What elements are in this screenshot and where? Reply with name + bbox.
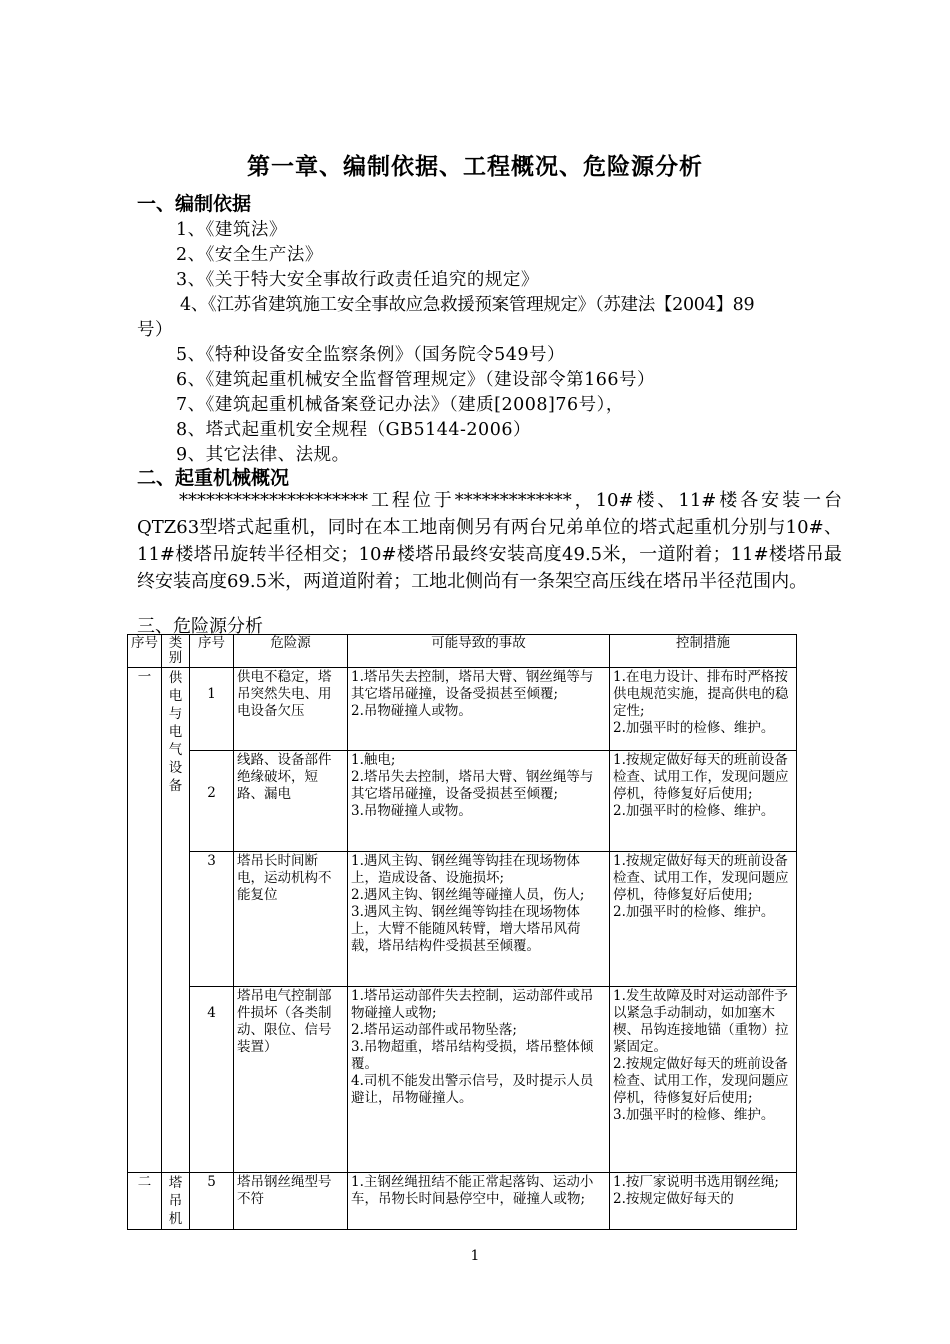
header-measures: 控制措施 <box>610 635 797 668</box>
measure-line: 3.加强平时的检修、维护。 <box>613 1107 775 1123</box>
hazard-cell: 塔吊长时间断电，运动机构不能复位 <box>234 852 348 987</box>
page-number: 1 <box>470 1248 480 1264</box>
measure-line: 2.加强平时的检修、维护。 <box>613 803 775 819</box>
chapter-title: 第一章、编制依据、工程概况、危险源分析 <box>247 153 703 180</box>
accident-line: 1.塔吊运动部件失去控制，运动部件或吊物碰撞人或物; <box>351 988 594 1021</box>
basis-item: 6、《建筑起重机械安全监督管理规定》（建设部令第166号） <box>176 370 656 390</box>
measures-cell <box>610 987 797 1173</box>
table-row <box>128 668 797 751</box>
basis-item: 5、《特种设备安全监察条例》（国务院令549号） <box>176 345 566 365</box>
measure-line: 2.按规定做好每天的班前设备检查、试用工作，发现问题应停机，待修复好后使用; <box>613 1056 789 1106</box>
accident-line: 2.遇风主钩、钢丝绳等碰撞人员，伤人; <box>351 887 585 903</box>
table-row <box>128 987 797 1173</box>
accident-line: 1.触电; <box>351 752 396 768</box>
accidents-cell <box>348 852 610 987</box>
accident-line: 3.吊物碰撞人或物。 <box>351 803 472 819</box>
accident-line: 1.遇风主钩、钢丝绳等钩挂在现场物体上，造成设备、设施损坏; <box>351 853 580 886</box>
row-no-cell: 5 <box>190 1173 234 1230</box>
measure-line: 1.按规定做好每天的班前设备检查、试用工作，发现问题应停机，待修复好后使用; <box>613 853 789 903</box>
group-no-cell: 二 <box>128 1173 162 1230</box>
measure-line: 1.在电力设计、排布时严格按供电规范实施，提高供电的稳定性; <box>613 669 789 719</box>
category-cell: 塔吊机 <box>162 1173 190 1230</box>
section-heading-crane-overview: 二、起重机械概况 <box>137 467 290 489</box>
basis-item: 3、《关于特大安全事故行政责任追究的规定》 <box>176 270 539 290</box>
measures-cell <box>610 852 797 987</box>
hazard-cell: 供电不稳定，塔吊突然失电、用电设备欠压 <box>234 668 348 751</box>
basis-item: 2、《安全生产法》 <box>176 245 323 265</box>
group-no-cell: 一 <box>128 668 162 1173</box>
hazard-cell: 线路、设备部件绝缘破坏，短路、漏电 <box>234 751 348 852</box>
table-row <box>128 751 797 852</box>
accident-line: 1.主钢丝绳扭结不能正常起落钩、运动小车，吊物长时间悬停空中，碰撞人或物; <box>351 1174 594 1207</box>
header-category: 类别 <box>162 635 190 668</box>
section-heading-hazard-analysis: 三、危险源分析 <box>137 616 263 637</box>
measures-cell <box>610 751 797 852</box>
accident-line: 2.吊物碰撞人或物。 <box>351 703 472 719</box>
basis-item-continuation: 号） <box>137 320 173 340</box>
basis-item: 7、《建筑起重机械备案登记办法》（建质[2008]76号）， <box>176 395 624 415</box>
measure-line: 2.加强平时的检修、维护。 <box>613 904 775 920</box>
measure-line: 2.加强平时的检修、维护。 <box>613 720 775 736</box>
table-row <box>128 1173 797 1230</box>
header-hazard: 危险源 <box>234 635 348 668</box>
measure-line: 1.按规定做好每天的班前设备检查、试用工作，发现问题应停机，待修复好后使用; <box>613 752 789 802</box>
table-row <box>128 852 797 987</box>
category-cell: 供电与电气设备 <box>162 668 190 1173</box>
overview-paragraph: *********************工程位于*************，10#楼、11#楼各安装一台QTZ63型塔式起重机，同时在本工地南侧另有两台兄弟单位的塔式起重机分别与10#、11#楼塔吊旋转半径相交；10#楼塔吊最终安装高度49.5米，一道附着；11#楼塔吊最终安装高度69.5米，两道道附着；工地北侧尚有一条架空高压线在塔吊半径范围内。 <box>137 490 842 592</box>
measure-line: 1.按厂家说明书选用钢丝绳; <box>613 1174 779 1190</box>
header-row-no: 序号 <box>190 635 234 668</box>
basis-item: 8、塔式起重机安全规程（GB5144-2006） <box>176 420 531 440</box>
row-no-cell: 2 <box>190 751 234 852</box>
header-group-no: 序号 <box>128 635 162 668</box>
accident-line: 3.吊物超重，塔吊结构受损，塔吊整体倾覆。 <box>351 1039 594 1072</box>
basis-item: 4、《江苏省建筑施工安全事故应急救援预案管理规定》（苏建法【2004】89 <box>180 295 755 315</box>
accident-line: 4.司机不能发出警示信号，及时提示人员避让，吊物碰撞人。 <box>351 1073 594 1106</box>
accidents-cell <box>348 1173 610 1230</box>
basis-item: 1、《建筑法》 <box>176 220 287 240</box>
accidents-cell <box>348 987 610 1173</box>
hazard-cell: 塔吊电气控制部件损坏（各类制动、限位、信号装置） <box>234 987 348 1173</box>
accident-line: 2.塔吊失去控制，塔吊大臂、钢丝绳等与其它塔吊碰撞，设备受损甚至倾覆; <box>351 769 594 802</box>
row-no-cell: 4 <box>190 987 234 1173</box>
accident-line: 2.塔吊运动部件或吊物坠落; <box>351 1022 517 1038</box>
accidents-cell <box>348 751 610 852</box>
header-accidents: 可能导致的事故 <box>348 635 610 668</box>
hazard-cell: 塔吊钢丝绳型号不符 <box>234 1173 348 1230</box>
accident-line: 3.遇风主钩、钢丝绳等钩挂在现场物体上，大臂不能随风转臂，增大塔吊风荷载，塔吊结构件受损甚至倾覆。 <box>351 904 581 954</box>
hazard-table <box>127 634 797 1230</box>
row-no-cell: 1 <box>190 668 234 751</box>
measures-cell <box>610 668 797 751</box>
table-header-row <box>128 635 797 668</box>
row-no-cell: 3 <box>190 852 234 987</box>
measure-line: 1.发生故障及时对运动部件予以紧急手动制动，如加塞木楔、吊钩连接地锚（重物）拉紧固定。 <box>613 988 789 1055</box>
accidents-cell <box>348 668 610 751</box>
section-heading-basis: 一、编制依据 <box>137 193 252 215</box>
basis-item: 9、其它法律、法规。 <box>176 445 350 465</box>
measure-line: 2.按规定做好每天的 <box>613 1191 734 1207</box>
measures-cell <box>610 1173 797 1230</box>
accident-line: 1.塔吊失去控制，塔吊大臂、钢丝绳等与其它塔吊碰撞，设备受损甚至倾覆; <box>351 669 594 702</box>
